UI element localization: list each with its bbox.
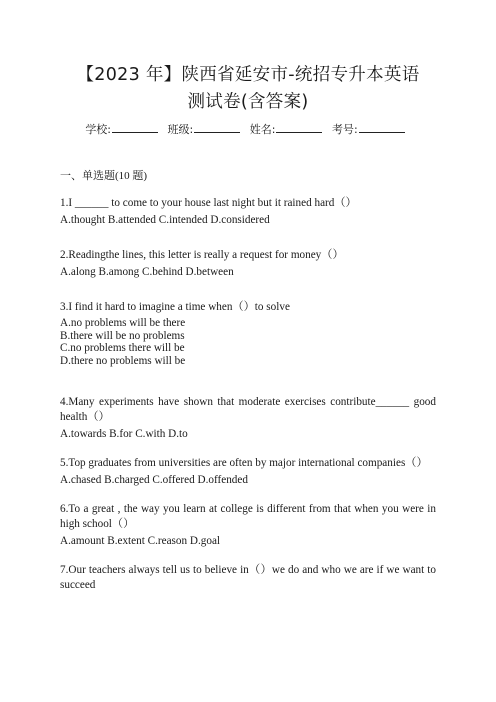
question-3 [60,300,436,367]
name-label: 姓名: [249,123,276,136]
question-4 [60,395,436,442]
section-heading [60,168,436,184]
school-label: 学校: [85,123,112,136]
exam-title-line1: 【2023 年】陕西省延安市-统招专升本英语 [76,65,420,85]
name-blank [276,122,322,133]
question-options: A.chased B.charged C.offered D.offended [60,474,248,486]
question-stem: 2.Readingthe lines, this letter is really a request for money（） [60,249,344,261]
question-stem: 6.To a great , the way you learn at college is different from that when you were in high school（） [60,503,436,530]
question-options: A.towards B.for C.with D.to [60,428,188,440]
question-option-d: D.there no problems will be [60,354,186,367]
question-option-c: C.no problems there will be [60,342,185,354]
section-label: 一、单选题 [60,169,115,182]
question-stem: 7.Our teachers always tell us to believe in（）we do and who we are if we want to succeed [60,564,436,591]
question-option-b: B.there will be no problems [60,329,185,342]
class-blank [194,122,240,133]
school-blank [112,122,158,133]
exam-title-line2: 测试卷(含答案) [187,92,309,112]
student-info-line [60,122,436,138]
question-stem: 3.I find it hard to imagine a time when（）to solve [60,301,290,313]
question-5 [60,456,436,488]
question-option-a: A.no problems will be there [60,317,186,329]
exam-number-label: 考号: [331,123,358,136]
question-options: A.along B.among C.behind D.between [60,266,234,278]
question-options: A.thought B.attended C.intended D.considered [60,214,270,226]
question-stem: 1.I ______ to come to your house last night but it rained hard（） [60,197,357,209]
exam-number-blank [359,122,405,133]
question-2 [60,248,436,280]
question-7 [60,563,436,593]
question-1 [60,196,436,228]
question-stem: 5.Top graduates from universities are often by major international companies（） [60,457,428,469]
section-count: (10 题) [115,170,148,182]
question-6 [60,502,436,549]
exam-title [60,0,436,116]
question-options: A.amount B.extent C.reason D.goal [60,535,221,547]
class-label: 班级: [167,123,194,136]
question-stem: 4.Many experiments have shown that moderate exercises contribute______ good health（） [60,396,436,423]
